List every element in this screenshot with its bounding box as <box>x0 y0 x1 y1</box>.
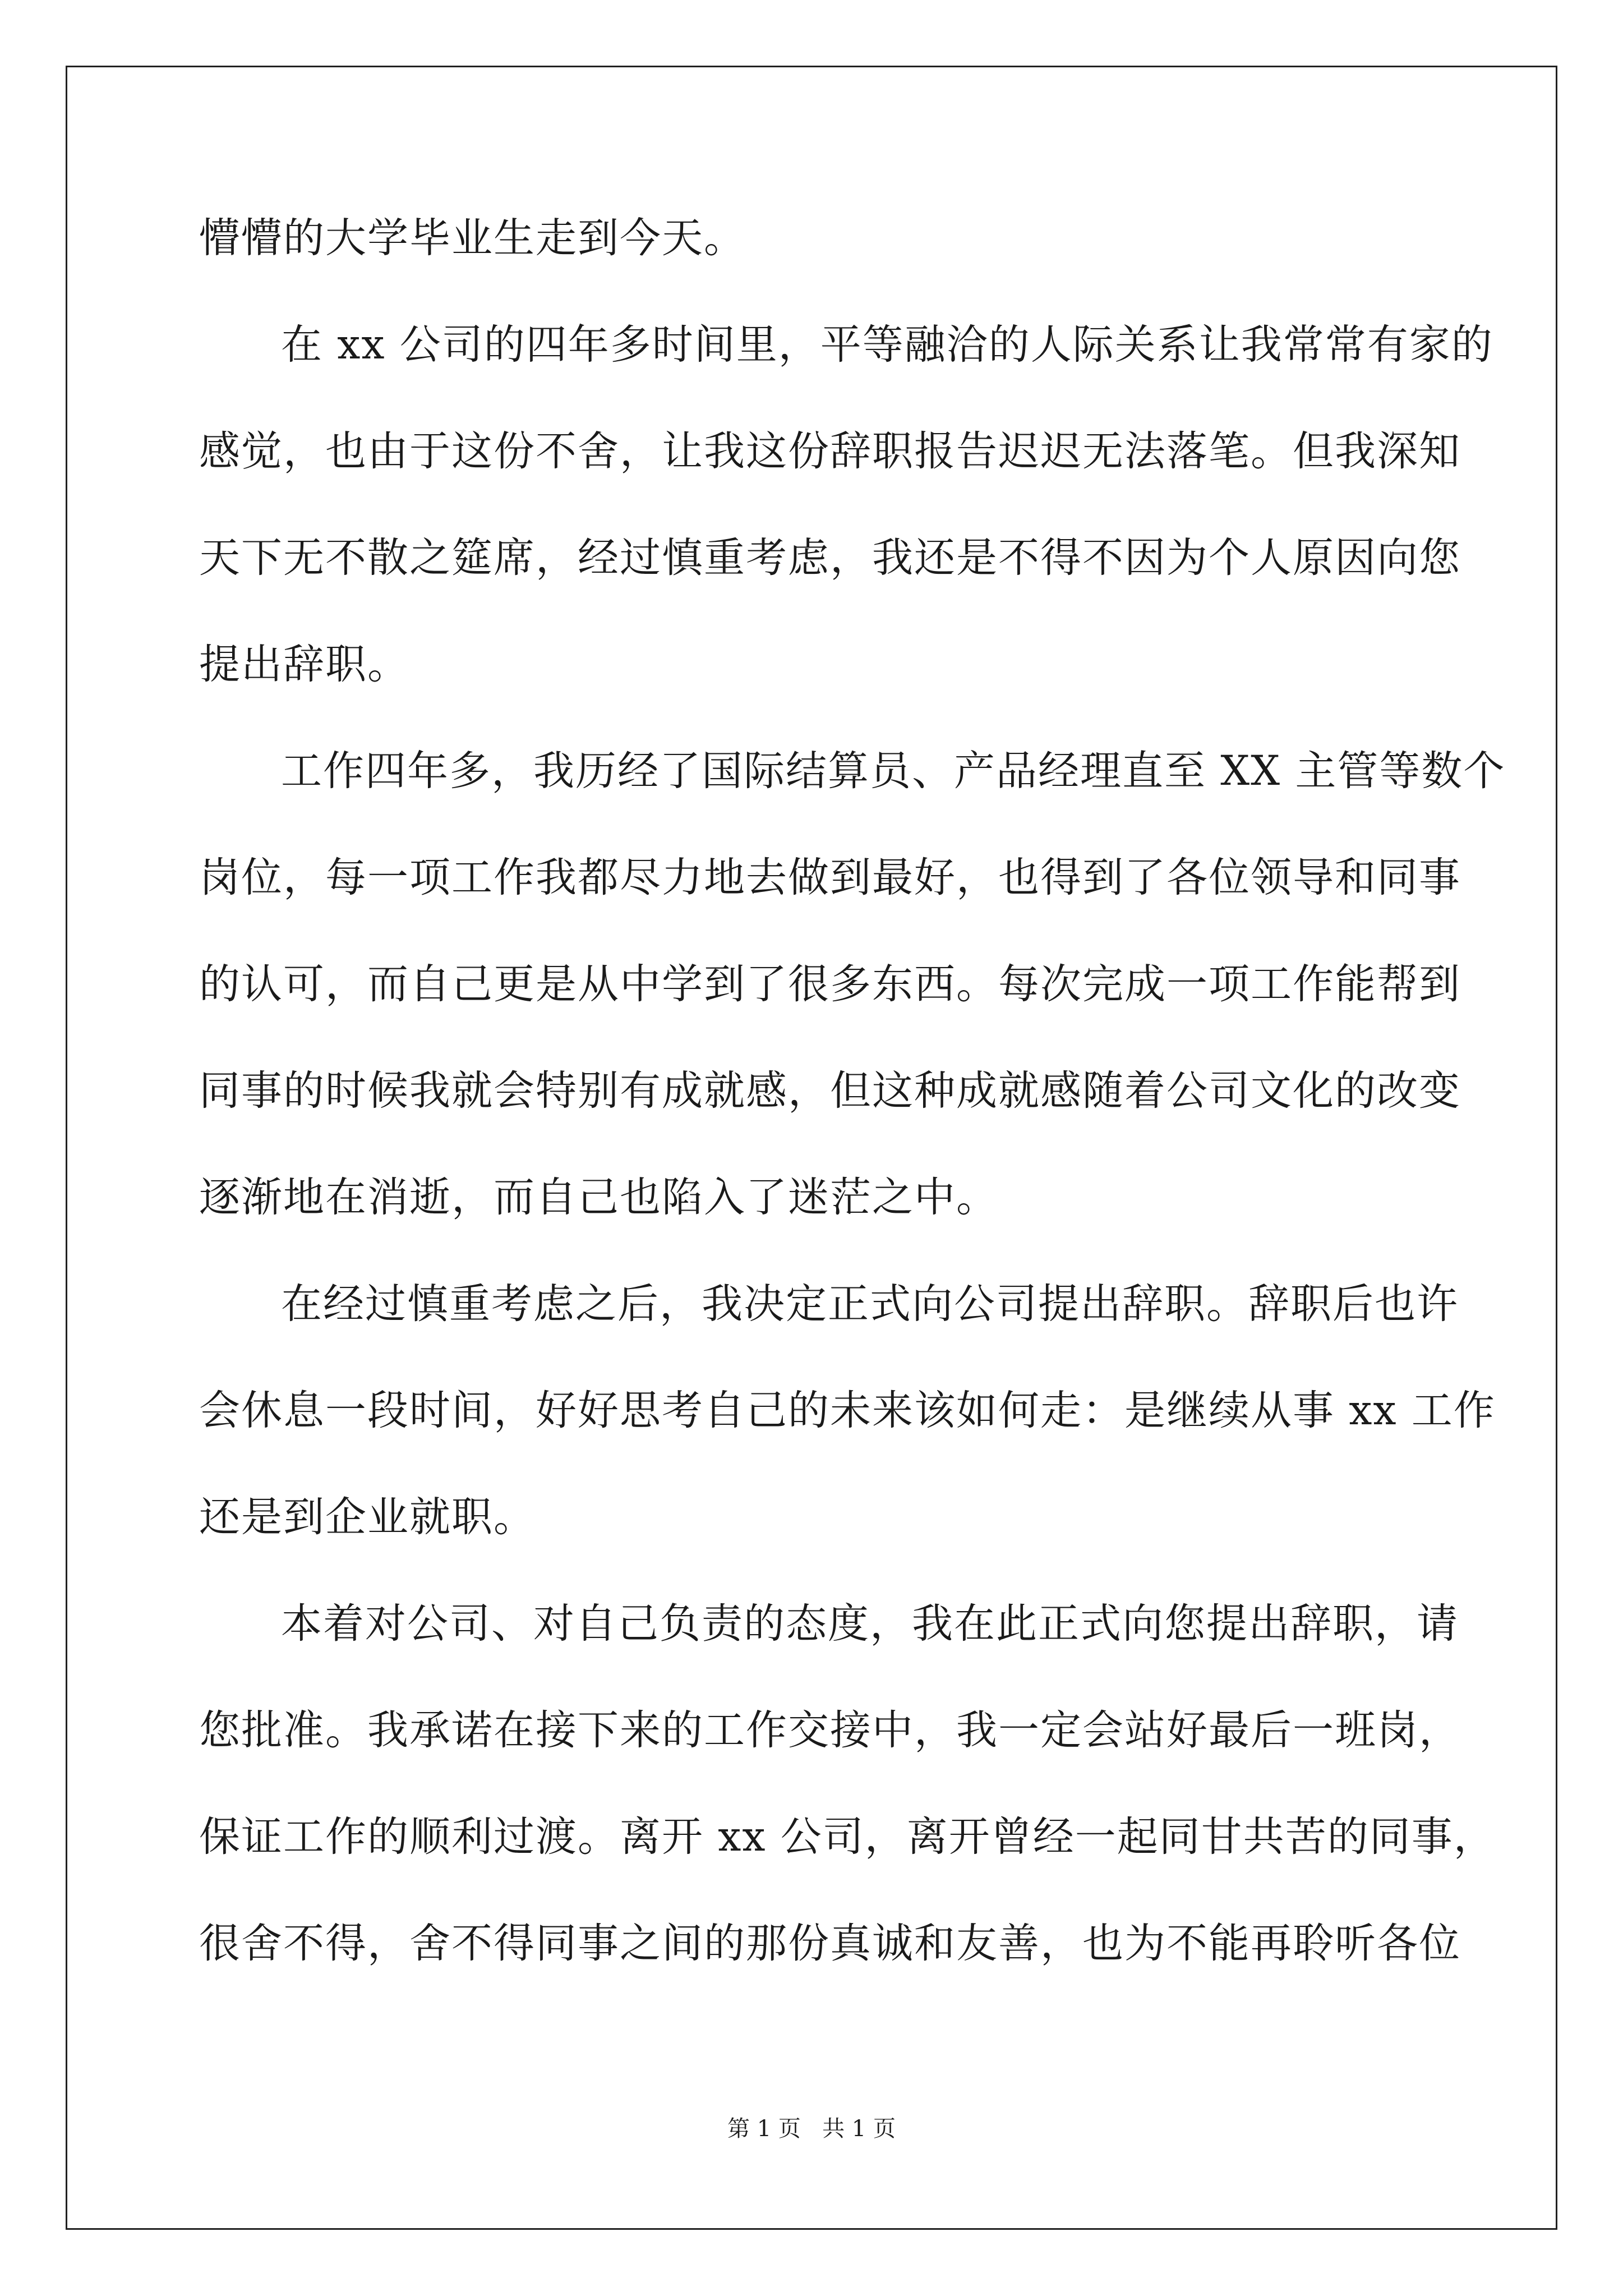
text-line: 天下无不散之筵席，经过慎重考虑，我还是不得不因为个人原因向您 <box>199 534 1461 582</box>
text-line: 的认可，而自己更是从中学到了很多东西。每次完成一项工作能帮到 <box>199 960 1461 1008</box>
text-line: 同事的时候我就会特别有成就感，但这种成就感随着公司文化的改变 <box>199 1067 1461 1115</box>
text-line: 会休息一段时间，好好思考自己的未来该如何走：是继续从事 xx 工作 <box>199 1387 1496 1434</box>
paragraph-start-line: 本着对公司、对自己负责的态度，我在此正式向您提出辞职，请 <box>281 1600 1459 1648</box>
paragraph-start-line: 在经过慎重考虑之后，我决定正式向公司提出辞职。辞职后也许 <box>281 1280 1459 1328</box>
text-line: 很舍不得，舍不得同事之间的那份真诚和友善，也为不能再聆听各位 <box>199 1920 1461 1967</box>
text-line: 逐渐地在消逝，而自己也陷入了迷茫之中。 <box>199 1174 998 1221</box>
text-line: 还是到企业就职。 <box>199 1493 536 1541</box>
text-line: 懵懵的大学毕业生走到今天。 <box>199 214 746 262</box>
page-border <box>66 66 1557 2230</box>
text-line: 您批准。我承诺在接下来的工作交接中，我一定会站好最后一班岗， <box>199 1706 1461 1754</box>
text-line: 提出辞职。 <box>199 641 409 688</box>
paragraph-start-line: 在 xx 公司的四年多时间里，平等融洽的人际关系让我常常有家的 <box>281 321 1493 369</box>
paragraph-start-line: 工作四年多，我历经了国际结算员、产品经理直至 XX 主管等数个 <box>281 747 1506 795</box>
text-line: 保证工作的顺利过渡。离开 xx 公司，离开曾经一起同甘共苦的同事， <box>199 1813 1496 1861</box>
text-line: 岗位，每一项工作我都尽力地去做到最好，也得到了各位领导和同事 <box>199 854 1461 901</box>
text-line: 感觉，也由于这份不舍，让我这份辞职报告迟迟无法落笔。但我深知 <box>199 427 1461 475</box>
page-number-footer: 第 1 页 共 1 页 <box>727 2116 896 2142</box>
